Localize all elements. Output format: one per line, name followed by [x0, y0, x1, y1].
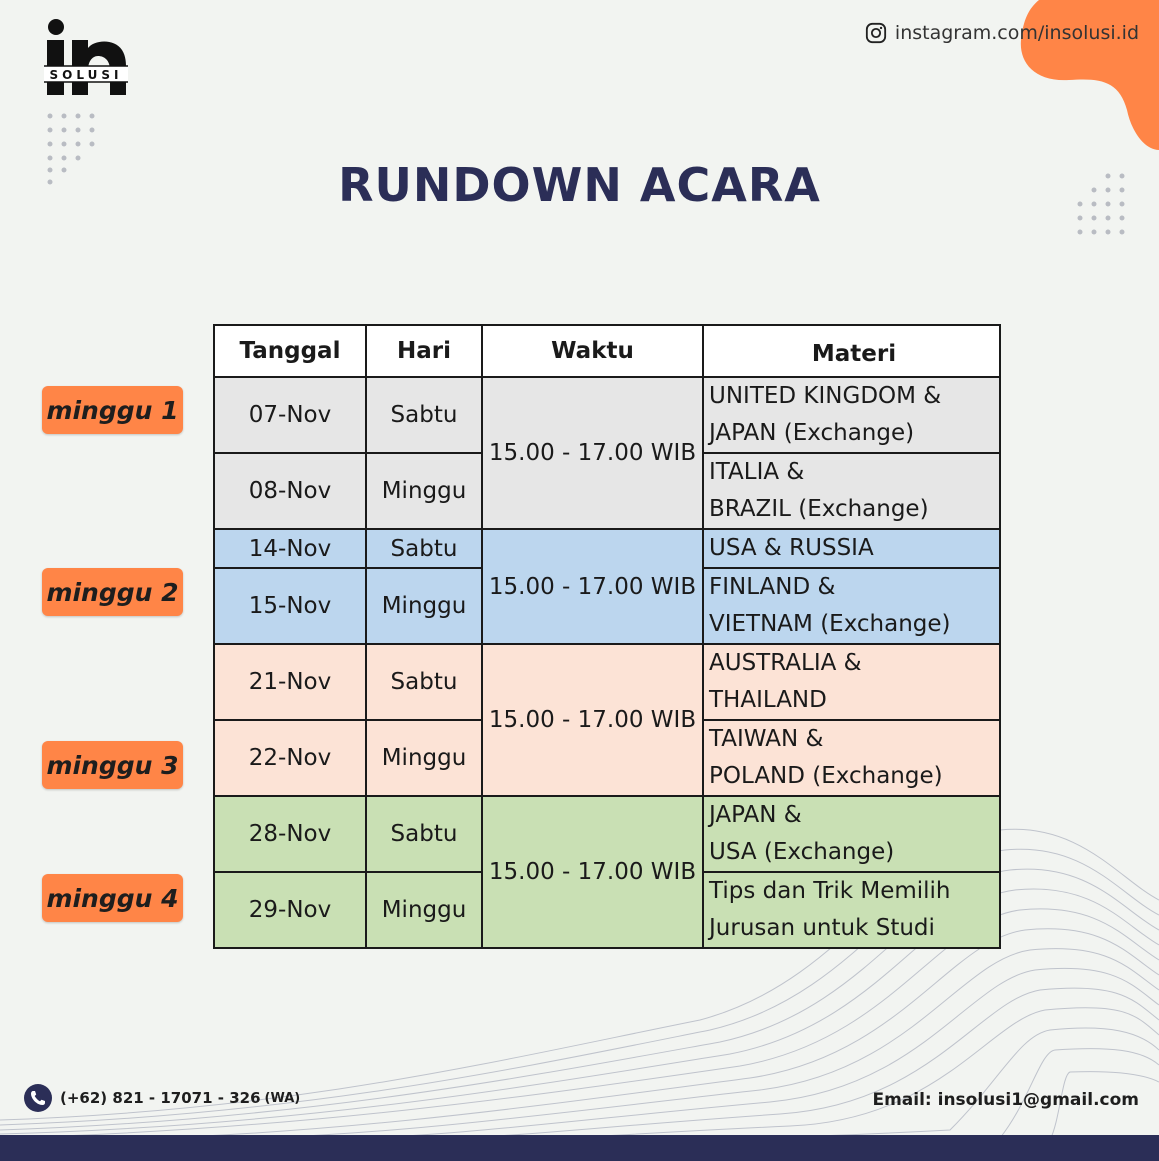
topic-line: JAPAN (Exchange) [709, 420, 915, 446]
time-cell: 15.00 - 17.00 WIB [482, 377, 703, 529]
day-cell: Minggu [366, 872, 482, 948]
rundown-table [213, 324, 1001, 949]
header-tanggal: Tanggal [214, 325, 366, 377]
table-row [214, 644, 1000, 720]
phone-suffix: (WA) [264, 1090, 301, 1106]
topic-cell [703, 720, 1000, 796]
day-cell: Minggu [366, 568, 482, 644]
topic-line: POLAND (Exchange) [709, 763, 943, 789]
date-cell: 22-Nov [214, 720, 366, 796]
time-cell: 15.00 - 17.00 WIB [482, 796, 703, 948]
date-cell: 07-Nov [214, 377, 366, 453]
phone-icon [24, 1084, 52, 1112]
day-cell: Sabtu [366, 796, 482, 872]
topic-line: UNITED KINGDOM & [709, 383, 942, 409]
topic-line: USA (Exchange) [709, 839, 895, 865]
day-cell: Sabtu [366, 377, 482, 453]
topic-cell [703, 529, 1000, 568]
table-row [214, 529, 1000, 568]
topic-line: FINLAND & [709, 574, 836, 600]
instagram-url: instagram.com/insolusi.id [894, 22, 1139, 44]
header-waktu: Waktu [482, 325, 703, 377]
page-title: RUNDOWN ACARA [338, 158, 821, 212]
week-label-2: minggu 2 [42, 568, 183, 616]
table-row [214, 796, 1000, 872]
phone-contact[interactable] [24, 1084, 300, 1112]
table-row [214, 377, 1000, 453]
topic-cell [703, 872, 1000, 948]
topic-cell [703, 796, 1000, 872]
footer-bar [0, 1135, 1159, 1161]
topic-line: BRAZIL (Exchange) [709, 496, 929, 522]
date-cell: 15-Nov [214, 568, 366, 644]
topic-cell [703, 377, 1000, 453]
svg-text:SOLUSI: SOLUSI [49, 68, 123, 82]
week-label-3: minggu 3 [42, 741, 183, 789]
week-label-4: minggu 4 [42, 874, 183, 922]
email-contact[interactable]: Email: insolusi1@gmail.com [872, 1090, 1139, 1110]
topic-line: Jurusan untuk Studi [709, 915, 935, 941]
day-cell: Sabtu [366, 529, 482, 568]
header-materi: Materi [703, 325, 1000, 377]
day-cell: Minggu [366, 720, 482, 796]
topic-line: USA & RUSSIA [709, 535, 874, 561]
date-cell: 14-Nov [214, 529, 366, 568]
day-cell: Sabtu [366, 644, 482, 720]
topic-line: Tips dan Trik Memilih [709, 878, 951, 904]
topic-line: THAILAND [709, 687, 827, 713]
phone-number: (+62) 821 - 17071 - 326 [60, 1089, 261, 1107]
day-cell: Minggu [366, 453, 482, 529]
topic-line: VIETNAM (Exchange) [709, 611, 951, 637]
topic-line: TAIWAN & [709, 726, 824, 752]
date-cell: 08-Nov [214, 453, 366, 529]
date-cell: 21-Nov [214, 644, 366, 720]
header-hari: Hari [366, 325, 482, 377]
date-cell: 29-Nov [214, 872, 366, 948]
topic-cell [703, 644, 1000, 720]
table-header-row [214, 325, 1000, 377]
topic-line: AUSTRALIA & [709, 650, 862, 676]
topic-line: ITALIA & [709, 459, 805, 485]
time-cell: 15.00 - 17.00 WIB [482, 529, 703, 644]
instagram-handle[interactable] [865, 22, 1139, 44]
instagram-icon [865, 22, 887, 44]
week-label-1: minggu 1 [42, 386, 183, 434]
time-cell: 15.00 - 17.00 WIB [482, 644, 703, 796]
topic-line: JAPAN & [709, 802, 802, 828]
topic-cell [703, 568, 1000, 644]
insolusi-logo [44, 18, 128, 98]
topic-cell [703, 453, 1000, 529]
date-cell: 28-Nov [214, 796, 366, 872]
